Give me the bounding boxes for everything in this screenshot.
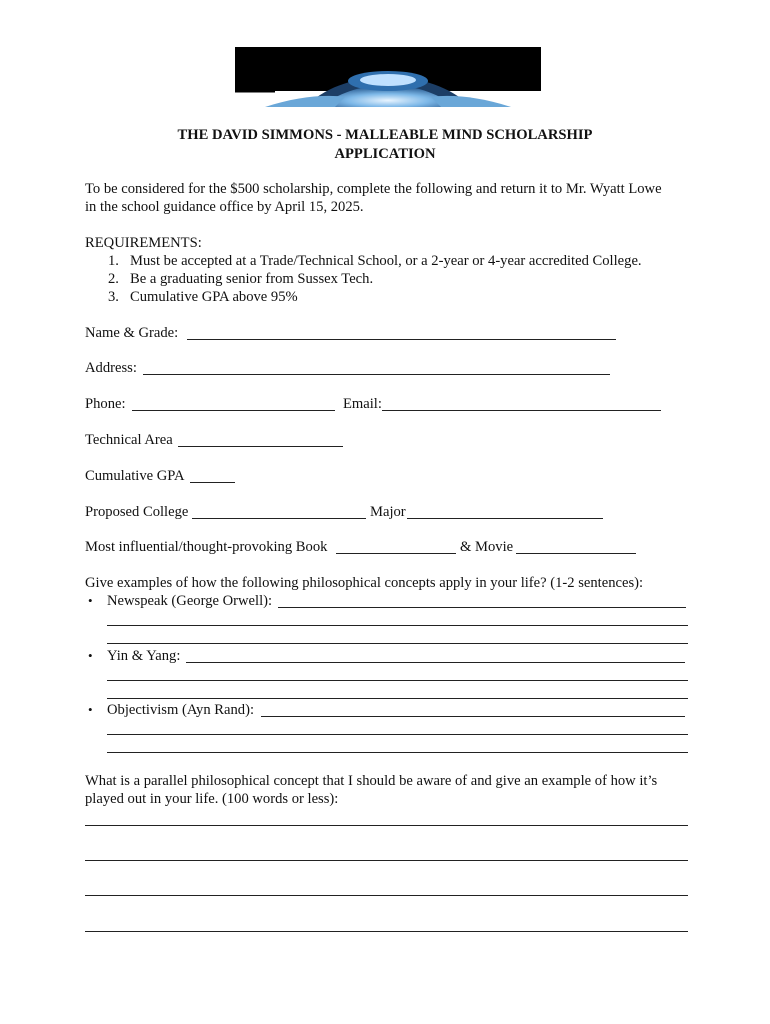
proposed-college-label: Proposed College (85, 504, 189, 520)
parallel-answer-line[interactable] (85, 825, 688, 826)
logo (235, 47, 541, 107)
bullet-icon: • (88, 702, 93, 717)
email-field[interactable] (382, 410, 661, 411)
newspeak-answer-line[interactable] (107, 625, 688, 626)
bullet-icon: • (88, 593, 93, 608)
parallel-answer-line[interactable] (85, 860, 688, 861)
movie-field[interactable] (516, 553, 636, 554)
requirement-item: Cumulative GPA above 95% (130, 289, 298, 305)
objectivism-answer-line[interactable] (261, 716, 685, 717)
email-label: Email: (343, 396, 382, 412)
gpa-field[interactable] (190, 482, 235, 483)
objectivism-answer-line[interactable] (107, 734, 688, 735)
book-label: Most influential/thought-provoking Book (85, 539, 328, 555)
intro-line2: in the school guidance office by April 15, 2025. (85, 199, 364, 215)
logo-graphic (235, 47, 541, 107)
parallel-prompt-line2: played out in your life. (100 words or less): (85, 791, 339, 807)
name-grade-field[interactable] (187, 339, 616, 340)
phone-field[interactable] (132, 410, 335, 411)
proposed-college-field[interactable] (192, 518, 366, 519)
concepts-prompt: Give examples of how the following philosophical concepts apply in your life? (1-2 sentences): (85, 575, 644, 591)
phone-label: Phone: (85, 396, 126, 412)
newspeak-answer-line[interactable] (107, 643, 688, 644)
major-field[interactable] (407, 518, 603, 519)
intro-line1: To be considered for the $500 scholarship, complete the following and return it to Mr. Wyatt Lowe (85, 181, 662, 197)
concept-label-yin-yang: Yin & Yang: (107, 648, 181, 664)
technical-area-field[interactable] (178, 446, 343, 447)
technical-area-label: Technical Area (85, 432, 173, 448)
requirements-label: REQUIREMENTS: (85, 235, 202, 251)
parallel-answer-line[interactable] (85, 895, 688, 896)
yin-yang-answer-line[interactable] (186, 662, 685, 663)
address-label: Address: (85, 360, 137, 376)
objectivism-answer-line[interactable] (107, 752, 688, 753)
requirement-number: 1. (108, 253, 119, 269)
form-title-line1: THE DAVID SIMMONS - MALLEABLE MIND SCHOLARSHIP (177, 127, 593, 143)
gpa-label: Cumulative GPA (85, 468, 185, 484)
requirement-item: Be a graduating senior from Sussex Tech. (130, 271, 374, 287)
requirement-number: 2. (108, 271, 119, 287)
book-field[interactable] (336, 553, 456, 554)
yin-yang-answer-line[interactable] (107, 698, 688, 699)
concept-label-newspeak: Newspeak (George Orwell): (107, 593, 273, 609)
yin-yang-answer-line[interactable] (107, 680, 688, 681)
requirement-number: 3. (108, 289, 119, 305)
major-label: Major (370, 504, 406, 520)
bullet-icon: • (88, 648, 93, 663)
address-field[interactable] (143, 374, 610, 375)
movie-label: & Movie (460, 539, 514, 555)
form-title-line2: APPLICATION (334, 146, 436, 162)
parallel-prompt-line1: What is a parallel philosophical concept that I should be aware of and give an example of how it’s (85, 773, 658, 789)
requirement-item: Must be accepted at a Trade/Technical School, or a 2-year or 4-year accredited College. (130, 253, 642, 269)
parallel-answer-line[interactable] (85, 931, 688, 932)
newspeak-answer-line[interactable] (278, 607, 686, 608)
concept-label-objectivism: Objectivism (Ayn Rand): (107, 702, 255, 718)
name-grade-label: Name & Grade: (85, 325, 179, 341)
